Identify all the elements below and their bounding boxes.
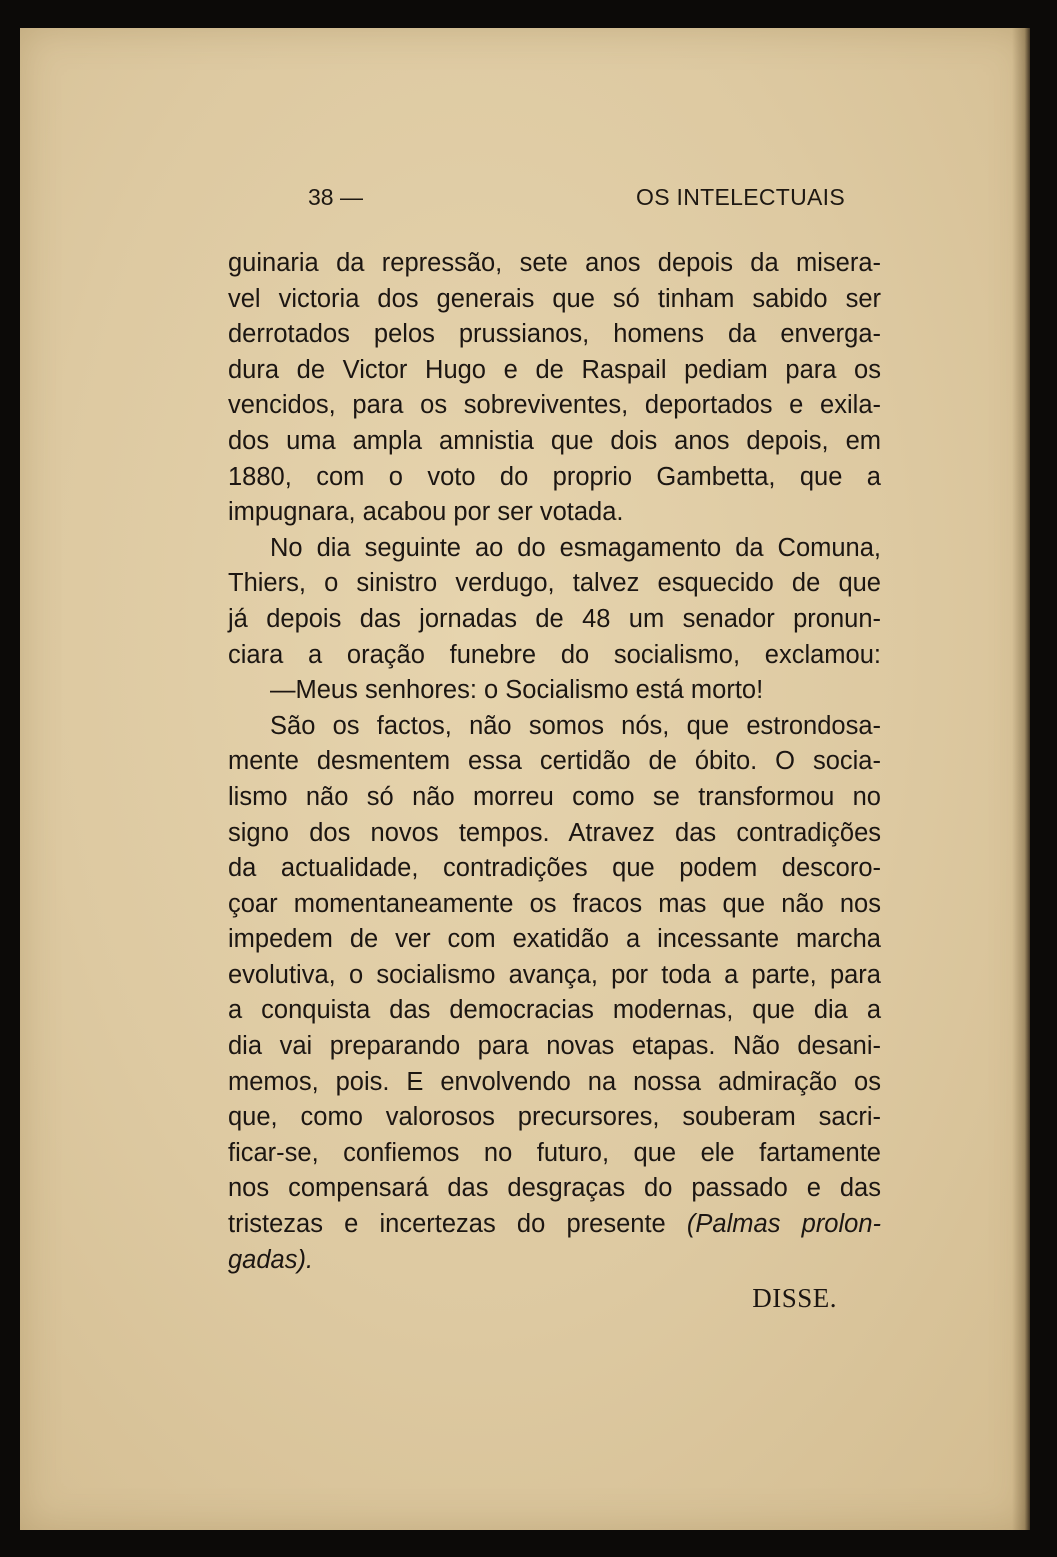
text-line: dos uma ampla amnistia que dois anos depois, em xyxy=(228,426,881,455)
text-line: signo dos novos tempos. Atravez das contradições xyxy=(228,818,881,847)
text-line: impugnara, acabou por ser votada. xyxy=(228,498,624,527)
text-line: a conquista das democracias modernas, que dia a xyxy=(228,996,881,1025)
text-line: impedem de ver com exatidão a incessante marcha xyxy=(228,925,881,954)
page-number: 38 — xyxy=(308,184,363,210)
text-line: dura de Victor Hugo e de Raspail pediam para os xyxy=(228,355,881,384)
text-line: evolutiva, o socialismo avança, por toda a parte, para xyxy=(228,960,881,989)
page-gutter-shadow xyxy=(1012,28,1030,1530)
text-line: Thiers, o sinistro verdugo, talvez esquecido de que xyxy=(228,569,881,598)
text-line: já depois das jornadas de 48 um senador pronun- xyxy=(228,604,881,633)
text-line: da actualidade, contradições que podem descoro- xyxy=(228,854,881,883)
text-line: No dia seguinte ao do esmagamento da Comuna, xyxy=(270,533,881,562)
text-line: vencidos, para os sobreviventes, deportados e exila- xyxy=(228,391,881,420)
text-line: ficar-se, confiemos no futuro, que ele fartamente xyxy=(228,1138,881,1167)
text-line: memos, pois. E envolvendo na nossa admiração os xyxy=(228,1067,881,1096)
text-line: mente desmentem essa certidão de óbito. O socia- xyxy=(228,747,881,776)
text-segment: tristezas e incertezas do presente xyxy=(228,1210,666,1239)
body-text xyxy=(228,246,881,1278)
running-title: OS INTELECTUAIS xyxy=(636,184,845,210)
text-line: dia vai preparando para novas etapas. Não desani- xyxy=(228,1032,881,1061)
text-line: vel victoria dos generais que só tinham sabido ser xyxy=(228,284,881,313)
quote-line: —Meus senhores: o Socialismo está morto! xyxy=(270,676,764,705)
text-line: nos compensará das desgraças do passado e das xyxy=(228,1174,881,1203)
text-line: lismo não só não morreu como se transformou no xyxy=(228,782,881,811)
stage-direction: (Palmas prolon- xyxy=(686,1210,882,1239)
text-line: que, como valorosos precursores, souberam sacri- xyxy=(228,1103,881,1132)
text-line: derrotados pelos prussianos, homens da enverga- xyxy=(228,320,881,349)
text-line: çoar momentaneamente os fracos mas que não nos xyxy=(228,889,881,918)
running-header xyxy=(308,184,845,218)
text-line: ciara a oração funebre do socialismo, exclamou: xyxy=(228,640,881,669)
closing-signature: DISSE. xyxy=(752,1283,837,1313)
text-line: guinaria da repressão, sete anos depois da misera- xyxy=(228,249,881,277)
text-line: 1880, com o voto do proprio Gambetta, que a xyxy=(228,462,881,491)
stage-direction-end: gadas). xyxy=(228,1245,314,1274)
text-line-mixed xyxy=(228,1207,881,1243)
text-line: São os factos, não somos nós, que estrondosa- xyxy=(270,711,881,740)
